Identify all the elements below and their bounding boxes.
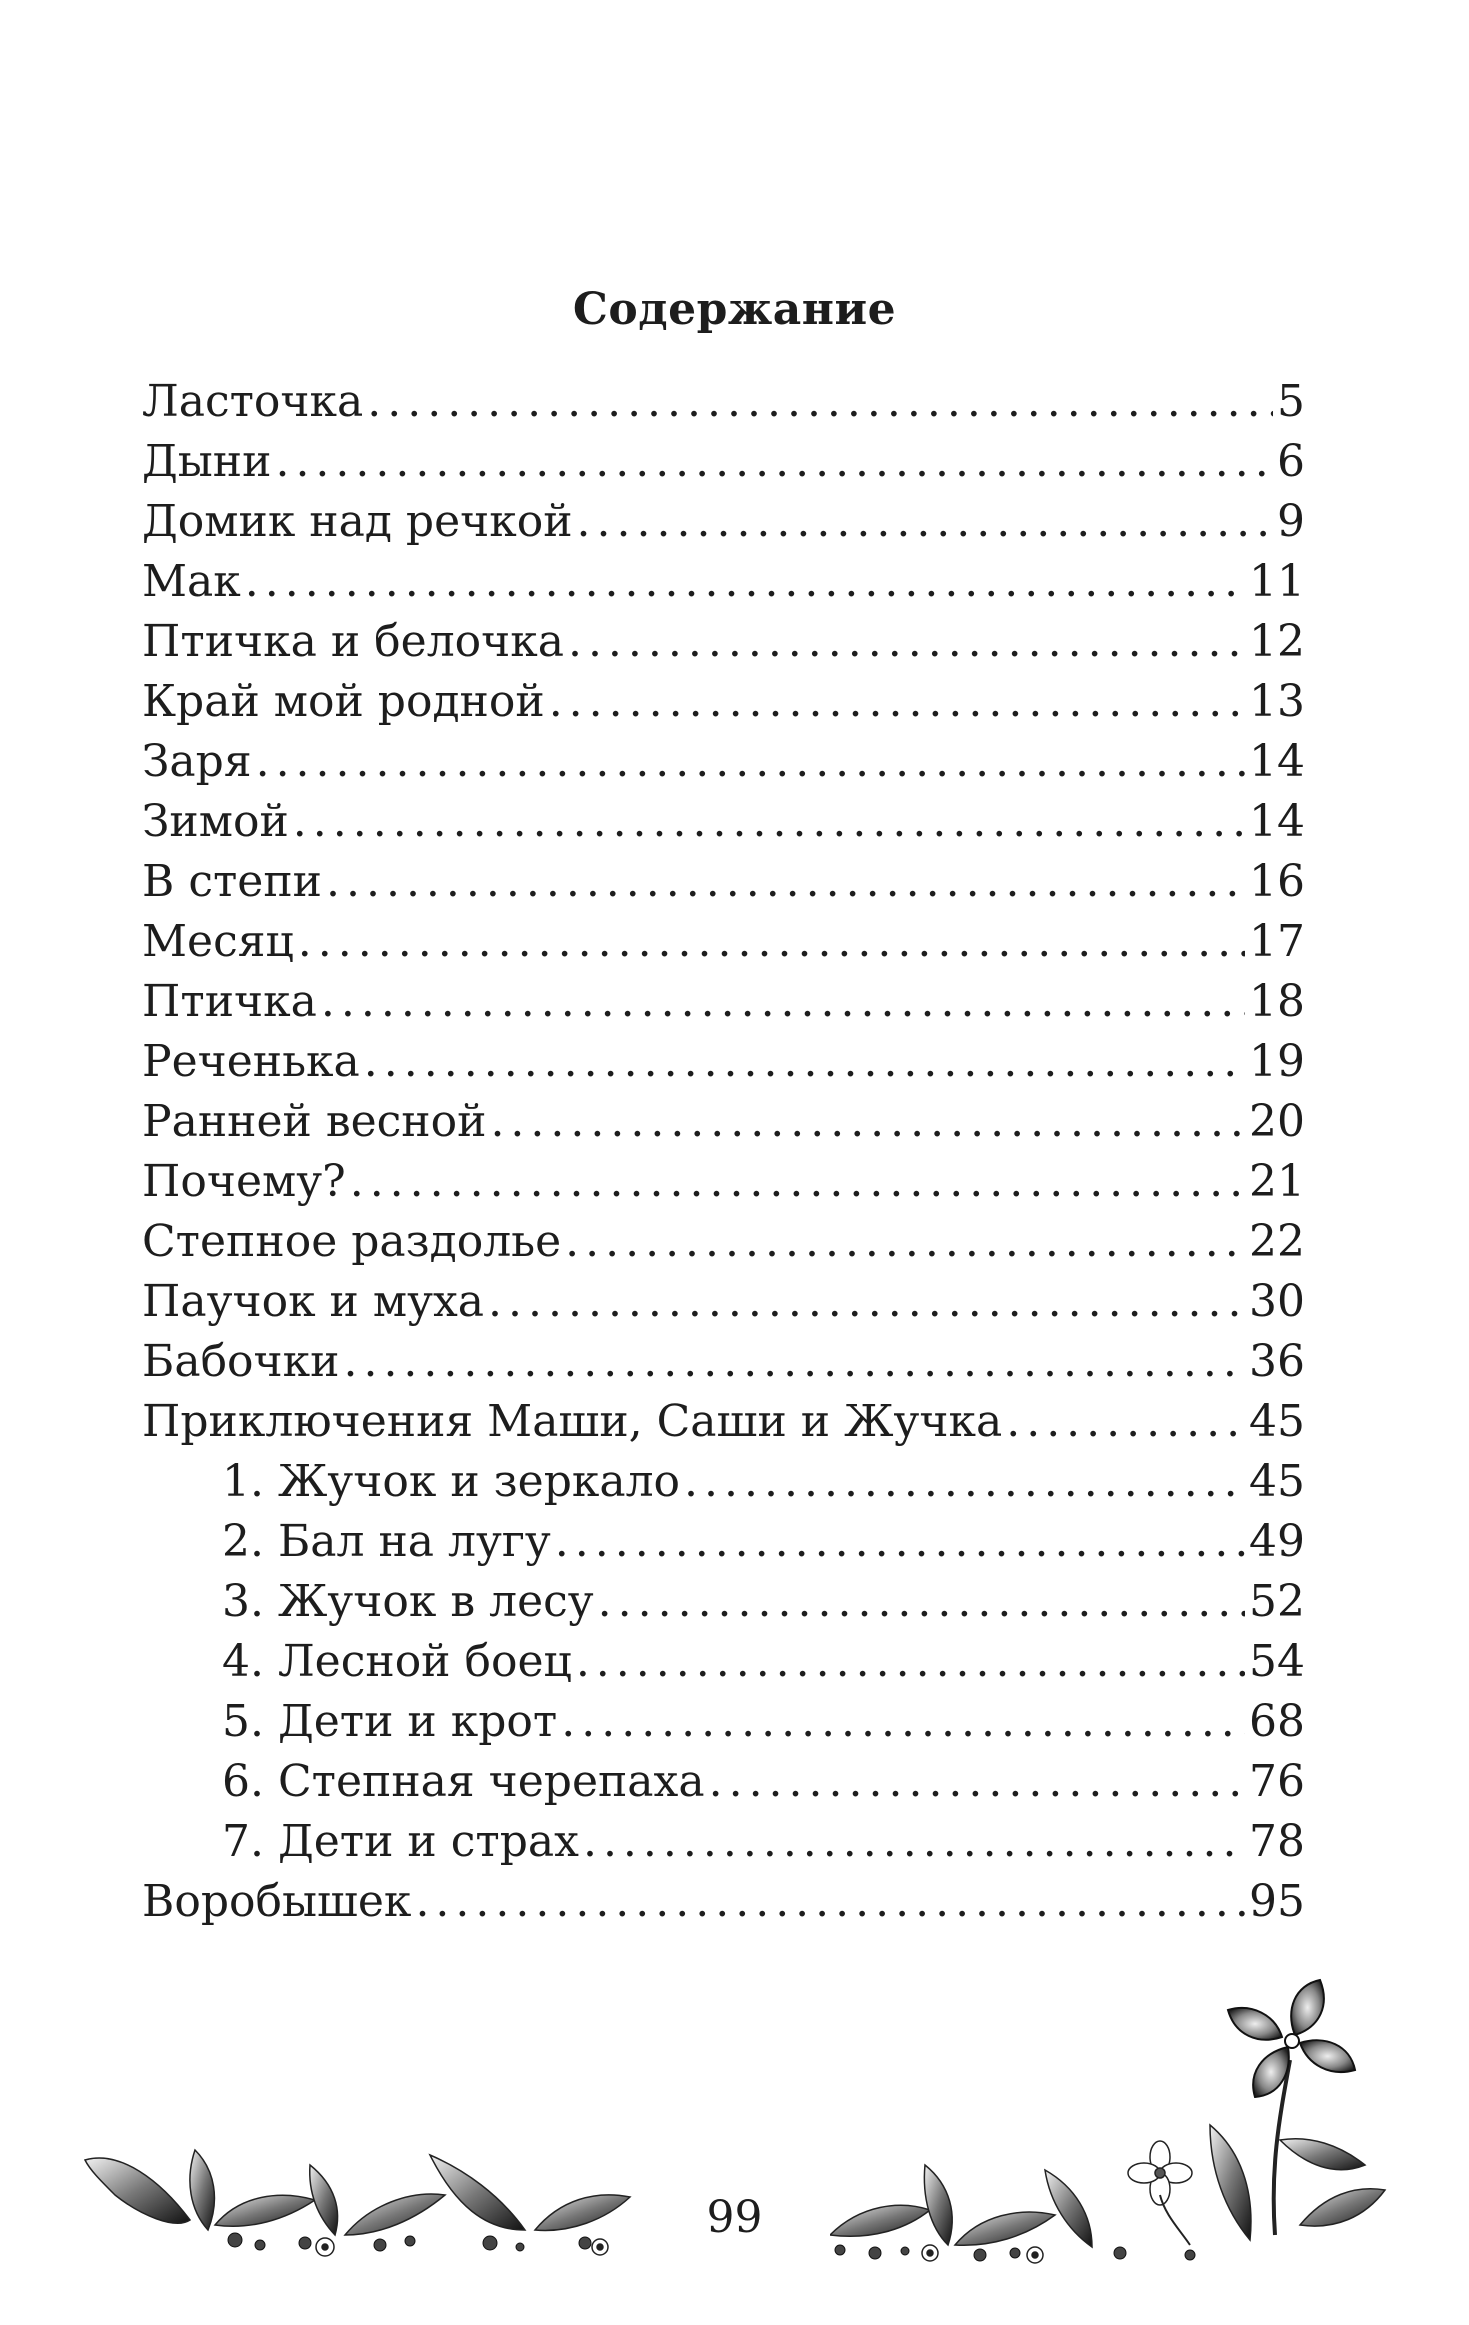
toc-subentry [142,1632,1305,1692]
toc-entry-page: 19 [1249,1036,1305,1087]
toc-entry-page: 11 [1249,556,1305,607]
toc-leader-dots [1006,1392,1245,1452]
toc-leader-dots [565,1212,1245,1272]
toc-entry-title: Край мой родной [142,676,545,727]
toc-entry-page: 45 [1249,1456,1305,1507]
toc-entry [142,912,1305,972]
toc-entry-title: Месяц [142,916,294,967]
toc-entry-page: 30 [1249,1276,1305,1327]
toc-leader-dots [488,1272,1245,1332]
toc-leader-dots [275,432,1273,492]
toc-entry-page: 20 [1249,1096,1305,1147]
toc-entry-page: 36 [1249,1336,1305,1387]
toc-entry-title: В степи [142,856,322,907]
toc-subentry [142,1512,1305,1572]
toc-leader-dots [350,1152,1245,1212]
toc-entry-title: Бабочки [142,1336,340,1387]
toc-entry [142,1332,1305,1392]
toc-leader-dots [549,672,1245,732]
table-of-contents [142,372,1305,1932]
toc-entry-title: Почему? [142,1156,346,1207]
toc-subentry [142,1692,1305,1752]
toc-entry-title: 4. Лесной боец [222,1636,572,1687]
toc-subentry [142,1572,1305,1632]
toc-leader-dots [568,612,1245,672]
toc-entry-title: 2. Бал на лугу [222,1516,551,1567]
toc-entry-page: 95 [1249,1876,1305,1927]
toc-entry-page: 18 [1249,976,1305,1027]
toc-entry-page: 21 [1249,1156,1305,1207]
toc-subentry [142,1452,1305,1512]
toc-leader-dots [490,1092,1245,1152]
toc-entry-title: 3. Жучок в лесу [222,1576,594,1627]
toc-entry [142,1032,1305,1092]
toc-entry-title: Заря [142,736,252,787]
toc-entry [142,1212,1305,1272]
toc-leader-dots [598,1572,1245,1632]
toc-entry-title: 7. Дети и страх [222,1816,579,1867]
toc-entry-title: Степное раздолье [142,1216,562,1267]
toc-leader-dots [684,1452,1245,1512]
toc-entry [142,732,1305,792]
toc-entry [142,852,1305,912]
toc-entry [142,972,1305,1032]
toc-entry-page: 54 [1249,1636,1305,1687]
page-number: 99 [706,2192,763,2243]
toc-entry-title: 6. Степная черепаха [222,1756,705,1807]
toc-entry-page: 16 [1249,856,1305,907]
toc-leader-dots [343,1332,1245,1392]
toc-entry-title: Птичка [142,976,317,1027]
toc-leader-dots [245,552,1245,612]
toc-entry-page: 45 [1249,1396,1305,1447]
toc-entry [142,1392,1305,1452]
toc-entry-title: Дыни [142,436,272,487]
toc-entry-page: 14 [1249,796,1305,847]
toc-leader-dots [576,1632,1245,1692]
toc-leader-dots [364,1032,1245,1092]
toc-entry [142,432,1305,492]
toc-leader-dots [415,1872,1245,1932]
toc-entry-page: 14 [1249,736,1305,787]
floral-ornament-right [830,1965,1390,2265]
toc-entry-title: 5. Дети и крот [222,1696,558,1747]
toc-entry-page: 68 [1249,1696,1305,1747]
toc-entry [142,672,1305,732]
toc-entry [142,372,1305,432]
toc-leader-dots [367,372,1273,432]
toc-entry-title: Воробышек [142,1876,412,1927]
toc-leader-dots [326,852,1245,912]
toc-entry-page: 22 [1249,1216,1305,1267]
toc-leader-dots [555,1512,1245,1572]
toc-entry-page: 17 [1249,916,1305,967]
toc-entry-title: Приключения Маши, Саши и Жучка [142,1396,1003,1447]
page-title: Содержание [572,284,897,335]
toc-entry [142,1872,1305,1932]
toc-entry-title: Ранней весной [142,1096,487,1147]
toc-entry-title: Ласточка [142,376,364,427]
toc-entry-page: 5 [1277,376,1305,427]
toc-leader-dots [256,732,1245,792]
toc-entry [142,552,1305,612]
toc-entry-title: Зимой [142,796,289,847]
toc-leader-dots [709,1752,1245,1812]
toc-entry-page: 13 [1249,676,1305,727]
toc-entry [142,792,1305,852]
toc-leader-dots [583,1812,1245,1872]
toc-entry-page: 9 [1277,496,1305,547]
toc-leader-dots [293,792,1245,852]
toc-entry-title: Мак [142,556,241,607]
toc-subentry [142,1812,1305,1872]
toc-entry-page: 52 [1249,1576,1305,1627]
toc-entry-page: 49 [1249,1516,1305,1567]
toc-entry-page: 78 [1249,1816,1305,1867]
toc-entry-title: Паучок и муха [142,1276,485,1327]
toc-entry [142,1272,1305,1332]
toc-leader-dots [298,912,1245,972]
toc-entry-page: 12 [1249,616,1305,667]
toc-entry [142,492,1305,552]
toc-entry-title: Реченька [142,1036,360,1087]
toc-entry-title: Домик над речкой [142,496,573,547]
toc-leader-dots [577,492,1273,552]
toc-entry [142,612,1305,672]
toc-entry-title: Птичка и белочка [142,616,564,667]
toc-leader-dots [321,972,1245,1032]
toc-subentry [142,1752,1305,1812]
toc-entry-title: 1. Жучок и зеркало [222,1456,681,1507]
toc-entry-page: 76 [1249,1756,1305,1807]
toc-entry-page: 6 [1277,436,1305,487]
toc-leader-dots [561,1692,1245,1752]
toc-entry [142,1092,1305,1152]
toc-entry [142,1152,1305,1212]
